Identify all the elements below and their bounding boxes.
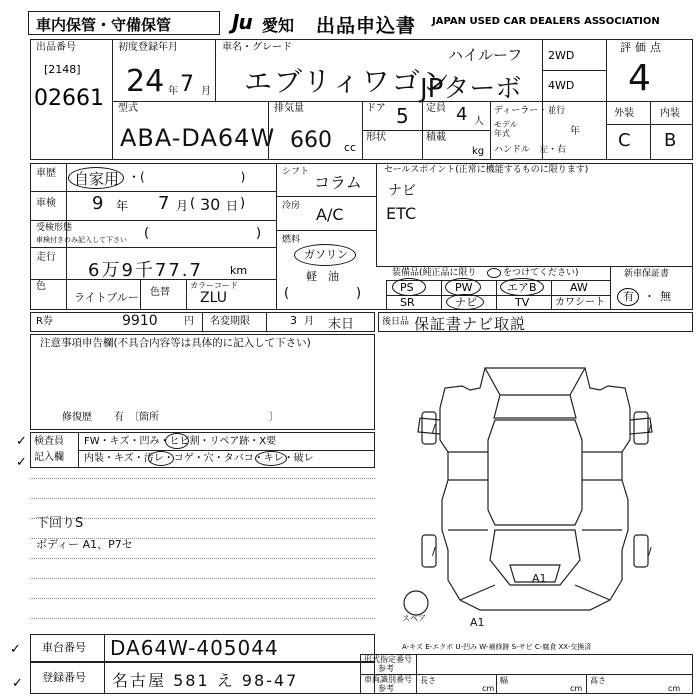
aftermarket-label: 後日品 (382, 317, 410, 327)
damage-mark-a1-rear: A1 (532, 572, 547, 585)
dealer-model-year: モデル 年式 (494, 120, 518, 138)
registration-year-unit: 年 (168, 86, 178, 97)
equipment-sample-circle (487, 268, 501, 278)
spare-label: スペア (402, 614, 426, 623)
mileage-label: 走行 (36, 252, 56, 263)
check-mark-2: ✓ (16, 455, 27, 470)
cert-length-unit: cm (482, 684, 495, 693)
wheel-check-fr: / (648, 422, 652, 435)
equip-kawa-seat: カワシート (555, 297, 605, 308)
mileage-value: 6万9千77.7 (88, 260, 203, 281)
inspection-form-label: 受検形態 (36, 223, 73, 233)
inspection-paren-close: ) (256, 226, 262, 241)
fuel-paren-open: ( (284, 286, 290, 301)
cert-label-2: 車両識別番号 (364, 675, 412, 684)
shape-label: 形状 (366, 132, 386, 143)
cooler-label: 冷房 (282, 201, 301, 211)
equip-ps: PS (400, 281, 414, 294)
chassis-label: 車台番号 (42, 641, 86, 654)
check-mark-3: ✓ (10, 642, 21, 657)
notes-label: 注意事項申告欄(不具合内容等は具体的に記入して下さい) (40, 337, 311, 349)
inspection-paren-open: ( (144, 226, 150, 241)
registration-year: 24 (126, 64, 165, 99)
shaken-month-unit: 月 (176, 199, 189, 213)
plate-label: 登録番号 (42, 671, 86, 684)
cert-width-unit: cm (570, 684, 583, 693)
sales-point-label: セールスポイント(正常に機能するものに限ります) (384, 165, 589, 175)
car-grade-line1: ハイルーフ (448, 46, 523, 64)
wheel-check-rr: / (648, 545, 652, 558)
repair-label: 修復歴 (62, 412, 92, 423)
warranty-no: 無 (660, 290, 671, 303)
wheel-check-rl: / (432, 545, 436, 558)
inspection-form-note: 車検付きのみ記入して下さい (36, 236, 127, 244)
fuel-label: 燃料 (282, 235, 301, 245)
recycle-unit: 円 (184, 316, 194, 327)
exterior-label: 外装 (614, 108, 634, 119)
shaken-paren-close: ) (240, 196, 246, 211)
history-rest: ・( ) (128, 170, 246, 184)
shift-value: コラム (314, 173, 362, 192)
registration-month-unit: 月 (201, 86, 211, 97)
transfer-month-unit: 月 (304, 316, 314, 327)
inspector-label-1: 検査員 (34, 436, 64, 447)
cert-label-2b: 参考 (378, 684, 394, 693)
doors-label: ドア (366, 103, 386, 114)
equip-ps-circle (392, 278, 426, 296)
shift-label: シフト (282, 167, 310, 177)
inspector-dent-circle (165, 433, 189, 449)
registration-label: 初度登録年月 (118, 42, 178, 53)
damage-legend: A-キズ E-エクボ U-凹み W-補修跡 S-サビ C-腐食 XX-交換済 (402, 643, 592, 651)
car-name-label: 車名・グレード (222, 42, 292, 53)
rating-score: 4 (628, 58, 651, 99)
custody-label: 車内保管・守備保管 (36, 16, 172, 34)
equip-pw: PW (455, 281, 473, 294)
warranty-yes: 有 (623, 290, 634, 303)
logo-region: 愛知 (262, 16, 295, 35)
shaken-year-unit: 年 (116, 199, 129, 213)
model-label: 型式 (118, 103, 138, 114)
equip-airbag-circle (500, 278, 544, 296)
plate-value: 名古屋 581 え 98-47 (112, 671, 299, 690)
recycle-label: R券 (36, 316, 53, 327)
cert-width: 幅 (500, 676, 508, 685)
capacity-label: 定員 (426, 103, 446, 114)
color-code-value: ZLU (200, 290, 227, 306)
lot-label: 出品番号 (36, 42, 76, 53)
shaken-label: 車検 (36, 198, 56, 209)
note-body: ボディー A1、P7セ (36, 538, 133, 551)
inspector-tobacco-circle (255, 451, 287, 466)
drive-4wd: 4WD (548, 79, 575, 92)
damage-mark-a1-bumper: A1 (470, 616, 485, 629)
load-label: 積載 (426, 132, 446, 143)
lot-number: 02661 (34, 86, 104, 111)
rating-label: 評価点 (620, 41, 665, 54)
inspector-row-2: 内装・キズ・汚レ・コゲ・穴・タバコ・キレ・破レ (84, 453, 314, 464)
doors-value: 5 (396, 104, 409, 128)
warranty-sep: ・ (644, 290, 655, 303)
equip-navi: ナビ (455, 296, 477, 309)
cooler-value: A/C (316, 205, 344, 224)
displacement-unit: cc (344, 141, 357, 154)
equip-airbag: エアB (507, 281, 537, 294)
dealer-handle: ハンドル 左・右 (494, 145, 567, 155)
color-value: ライトブルー (74, 291, 139, 304)
cert-label-1b: 参考 (378, 664, 394, 673)
shaken-year: 9 (92, 193, 104, 214)
inspector-stain-circle (148, 451, 174, 466)
interior-grade: B (664, 130, 677, 151)
displacement-label: 排気量 (274, 103, 304, 114)
cert-height: 高さ (590, 676, 606, 685)
recycle-value: 9910 (122, 313, 158, 329)
load-unit: kg (472, 146, 485, 157)
chassis-value: DA64W-405044 (110, 636, 279, 660)
sales-point-line1: ナビ (388, 183, 416, 199)
cert-length: 長さ (420, 676, 436, 685)
transfer-day: 末日 (328, 317, 355, 332)
equip-navi-circle (446, 294, 484, 310)
cert-height-unit: cm (668, 684, 681, 693)
fuel-paren-close: ) (356, 286, 362, 301)
lot-small-number: [2148] (44, 63, 81, 76)
capacity-value: 4 (456, 104, 468, 125)
inspector-label-2: 記入欄 (34, 452, 64, 463)
cert-label-1: 形式指定番号 (364, 655, 412, 664)
color-label: 色 (36, 281, 46, 292)
equipment-label: 装備品(純正品に限り (392, 268, 477, 278)
color-code-label: カラーコード (190, 281, 238, 290)
color-change-label: 色替 (150, 287, 170, 298)
displacement-value: 660 (290, 128, 332, 153)
equip-aw: AW (570, 281, 588, 294)
association-name: JAPAN USED CAR DEALERS ASSOCIATION (432, 16, 660, 27)
form-title: 出品申込書 (316, 15, 417, 37)
history-label: 車歴 (36, 168, 56, 179)
transfer-month: 3 (290, 314, 297, 327)
drive-2wd: 2WD (548, 49, 575, 62)
equip-tv: TV (515, 296, 530, 309)
wheel-check-fl: / (432, 422, 436, 435)
repair-value: 有 〔箇所 〕 (114, 412, 279, 423)
check-mark-4: ✓ (12, 676, 23, 691)
dealer-year-unit: 年 (570, 126, 580, 137)
shaken-month: 7 (158, 193, 170, 214)
warranty-label: 新車保証書 (624, 269, 670, 279)
equipment-label-2: をつけてください) (503, 268, 579, 278)
equip-sr: SR (400, 296, 415, 309)
capacity-unit: 人 (474, 116, 484, 127)
shaken-paren-open: ( (190, 196, 196, 211)
car-damage-diagram (400, 360, 670, 650)
exterior-grade: C (618, 130, 631, 151)
note-underbody: 下回りS (36, 516, 84, 531)
transfer-label: 名変期限 (210, 316, 250, 327)
dealer-label: ディーラー・並行 (494, 106, 566, 116)
ju-logo: Ju (232, 10, 252, 34)
history-value: 自家用 (74, 170, 120, 188)
check-mark-1: ✓ (16, 434, 27, 449)
car-grade-line2: JPターボ (420, 74, 522, 104)
car-name: エブリィワゴン (244, 65, 452, 98)
registration-month: 7 (180, 72, 194, 97)
interior-label: 内装 (660, 108, 680, 119)
inspector-row-1: FW・キズ・凹み・ヒビ割・リペア跡・X要 (84, 436, 277, 447)
aftermarket-value: 保証書ナビ取説 (414, 315, 527, 333)
fuel-gasoline: ガソリン (304, 248, 348, 261)
sales-point-line2: ETC (386, 204, 417, 223)
mileage-unit: km (230, 264, 248, 277)
fuel-diesel: 軽 油 (306, 270, 339, 283)
shaken-day: 30 (200, 195, 221, 214)
model-value: ABA-DA64W (120, 124, 276, 152)
shaken-day-unit: 日 (226, 199, 239, 213)
